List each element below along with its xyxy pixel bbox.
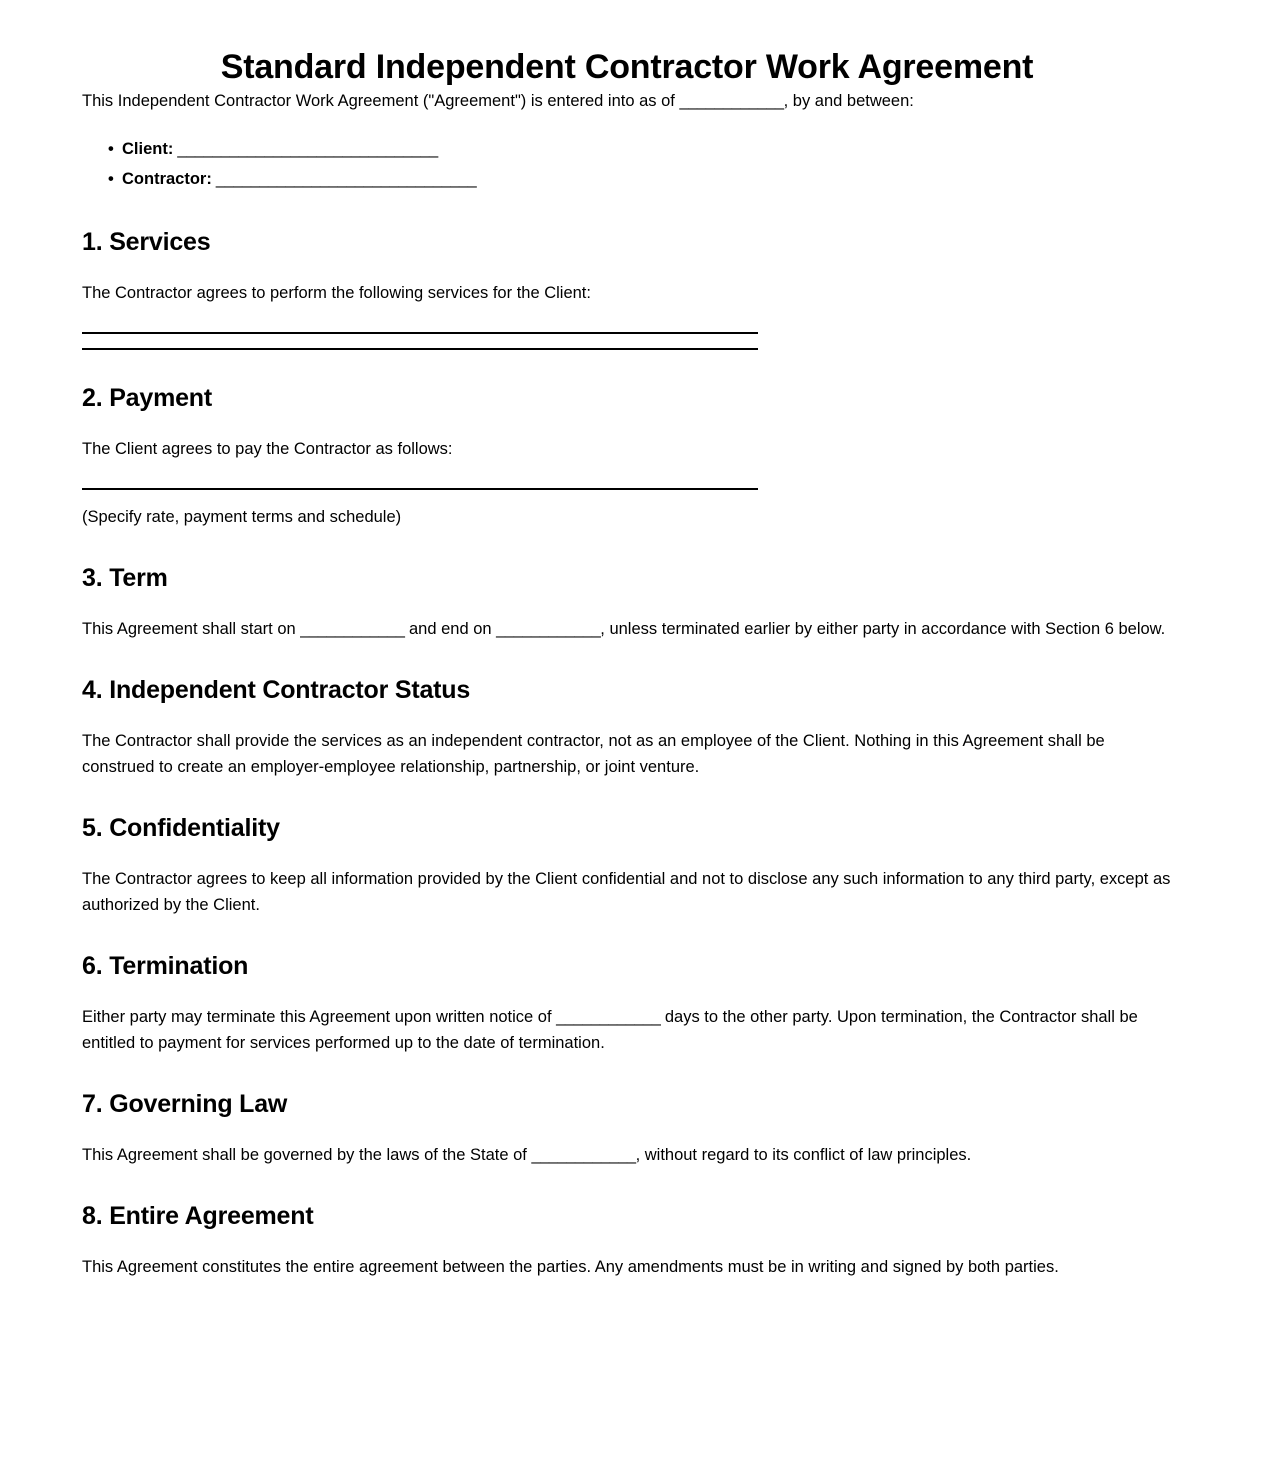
section-body-termination [82, 1004, 1172, 1056]
spacer [82, 462, 1172, 488]
section-body-services: The Contractor agrees to perform the following services for the Client: [82, 284, 591, 302]
spacer [82, 642, 1172, 675]
document-content [82, 0, 1172, 1280]
client-name-blank[interactable]: ______________________________ [173, 140, 438, 158]
governing-law-state-blank[interactable]: ____________ [531, 1146, 636, 1164]
spacer [82, 530, 1172, 563]
section-body-payment: The Client agrees to pay the Contractor as follows: [82, 440, 453, 458]
intro-date-blank[interactable]: ____________ [679, 92, 784, 110]
spacer [82, 593, 1172, 616]
payment-caption: (Specify rate, payment terms and schedule) [82, 508, 402, 526]
page-title: Standard Independent Contractor Work Agreement [220, 48, 1034, 86]
section-heading-confidentiality: 5. Confidentiality [82, 814, 280, 842]
spacer [82, 1231, 1172, 1254]
term-start-date-blank[interactable]: ____________ [300, 620, 405, 638]
spacer [82, 1056, 1172, 1089]
section-body-entire-agreement: This Agreement constitutes the entire agreement between the parties. Any amendments must be in writing and signed by both parties. [82, 1258, 1059, 1276]
term-end-date-blank[interactable]: ____________ [496, 620, 601, 638]
section-heading-payment: 2. Payment [82, 384, 213, 412]
spacer [82, 334, 1172, 348]
contractor-label: Contractor: [122, 170, 212, 188]
spacer [82, 1168, 1172, 1201]
termination-text-1: Either party may terminate this Agreement upon written notice of [82, 1008, 557, 1026]
spacer [82, 843, 1172, 866]
intro-text-after: , by and between: [783, 92, 914, 110]
termination-text-2: days to the other party. Upon termination, the Contractor shall be entitled to payment for services performed up to the date of termination. [82, 1008, 1138, 1052]
section-body-governing-law [82, 1142, 1172, 1168]
contractor-name-blank[interactable]: ______________________________ [211, 170, 477, 188]
parties-list [82, 134, 1172, 194]
list-item-contractor [82, 164, 1172, 194]
governing-law-text-2: , without regard to its conflict of law principles. [635, 1146, 972, 1164]
section-heading-governing-law: 7. Governing Law [82, 1090, 288, 1118]
section-heading-termination: 6. Termination [82, 952, 249, 980]
section-heading-entire-agreement: 8. Entire Agreement [82, 1202, 314, 1230]
spacer [82, 780, 1172, 813]
spacer [82, 257, 1172, 280]
term-text-2: and end on [404, 620, 497, 638]
list-item-client [82, 134, 1172, 164]
section-heading-independent-contractor-status: 4. Independent Contractor Status [82, 676, 471, 704]
spacer [82, 413, 1172, 436]
section-heading-term: 3. Term [82, 564, 168, 592]
spacer [82, 705, 1172, 728]
term-text-3: , unless terminated earlier by either party in accordance with Section 6 below. [600, 620, 1166, 638]
client-label: Client: [122, 140, 174, 158]
spacer [82, 306, 1172, 332]
governing-law-text-1: This Agreement shall be governed by the laws of the State of [82, 1146, 532, 1164]
termination-notice-days-blank[interactable]: ____________ [556, 1008, 661, 1026]
term-text-1: This Agreement shall start on [82, 620, 301, 638]
section-body-confidentiality: The Contractor agrees to keep all information provided by the Client confidential and not to disclose any such information to any third party, except as authorized by the Client. [82, 870, 1171, 914]
spacer [82, 350, 1172, 383]
section-heading-services: 1. Services [82, 228, 211, 256]
section-body-independent-contractor-status: The Contractor shall provide the services as an independent contractor, not as an employee of the Client. Nothing in this Agreement shall be construed to create an employer-employee relationship, partnership, or joint venture. [82, 732, 1105, 776]
intro-paragraph [82, 88, 1172, 114]
spacer [82, 918, 1172, 951]
spacer [82, 490, 1172, 504]
intro-text-before: This Independent Contractor Work Agreement ("Agreement") is entered into as of [82, 92, 680, 110]
spacer [82, 981, 1172, 1004]
spacer [82, 1119, 1172, 1142]
section-body-term [82, 616, 1172, 642]
spacer [82, 194, 1172, 227]
